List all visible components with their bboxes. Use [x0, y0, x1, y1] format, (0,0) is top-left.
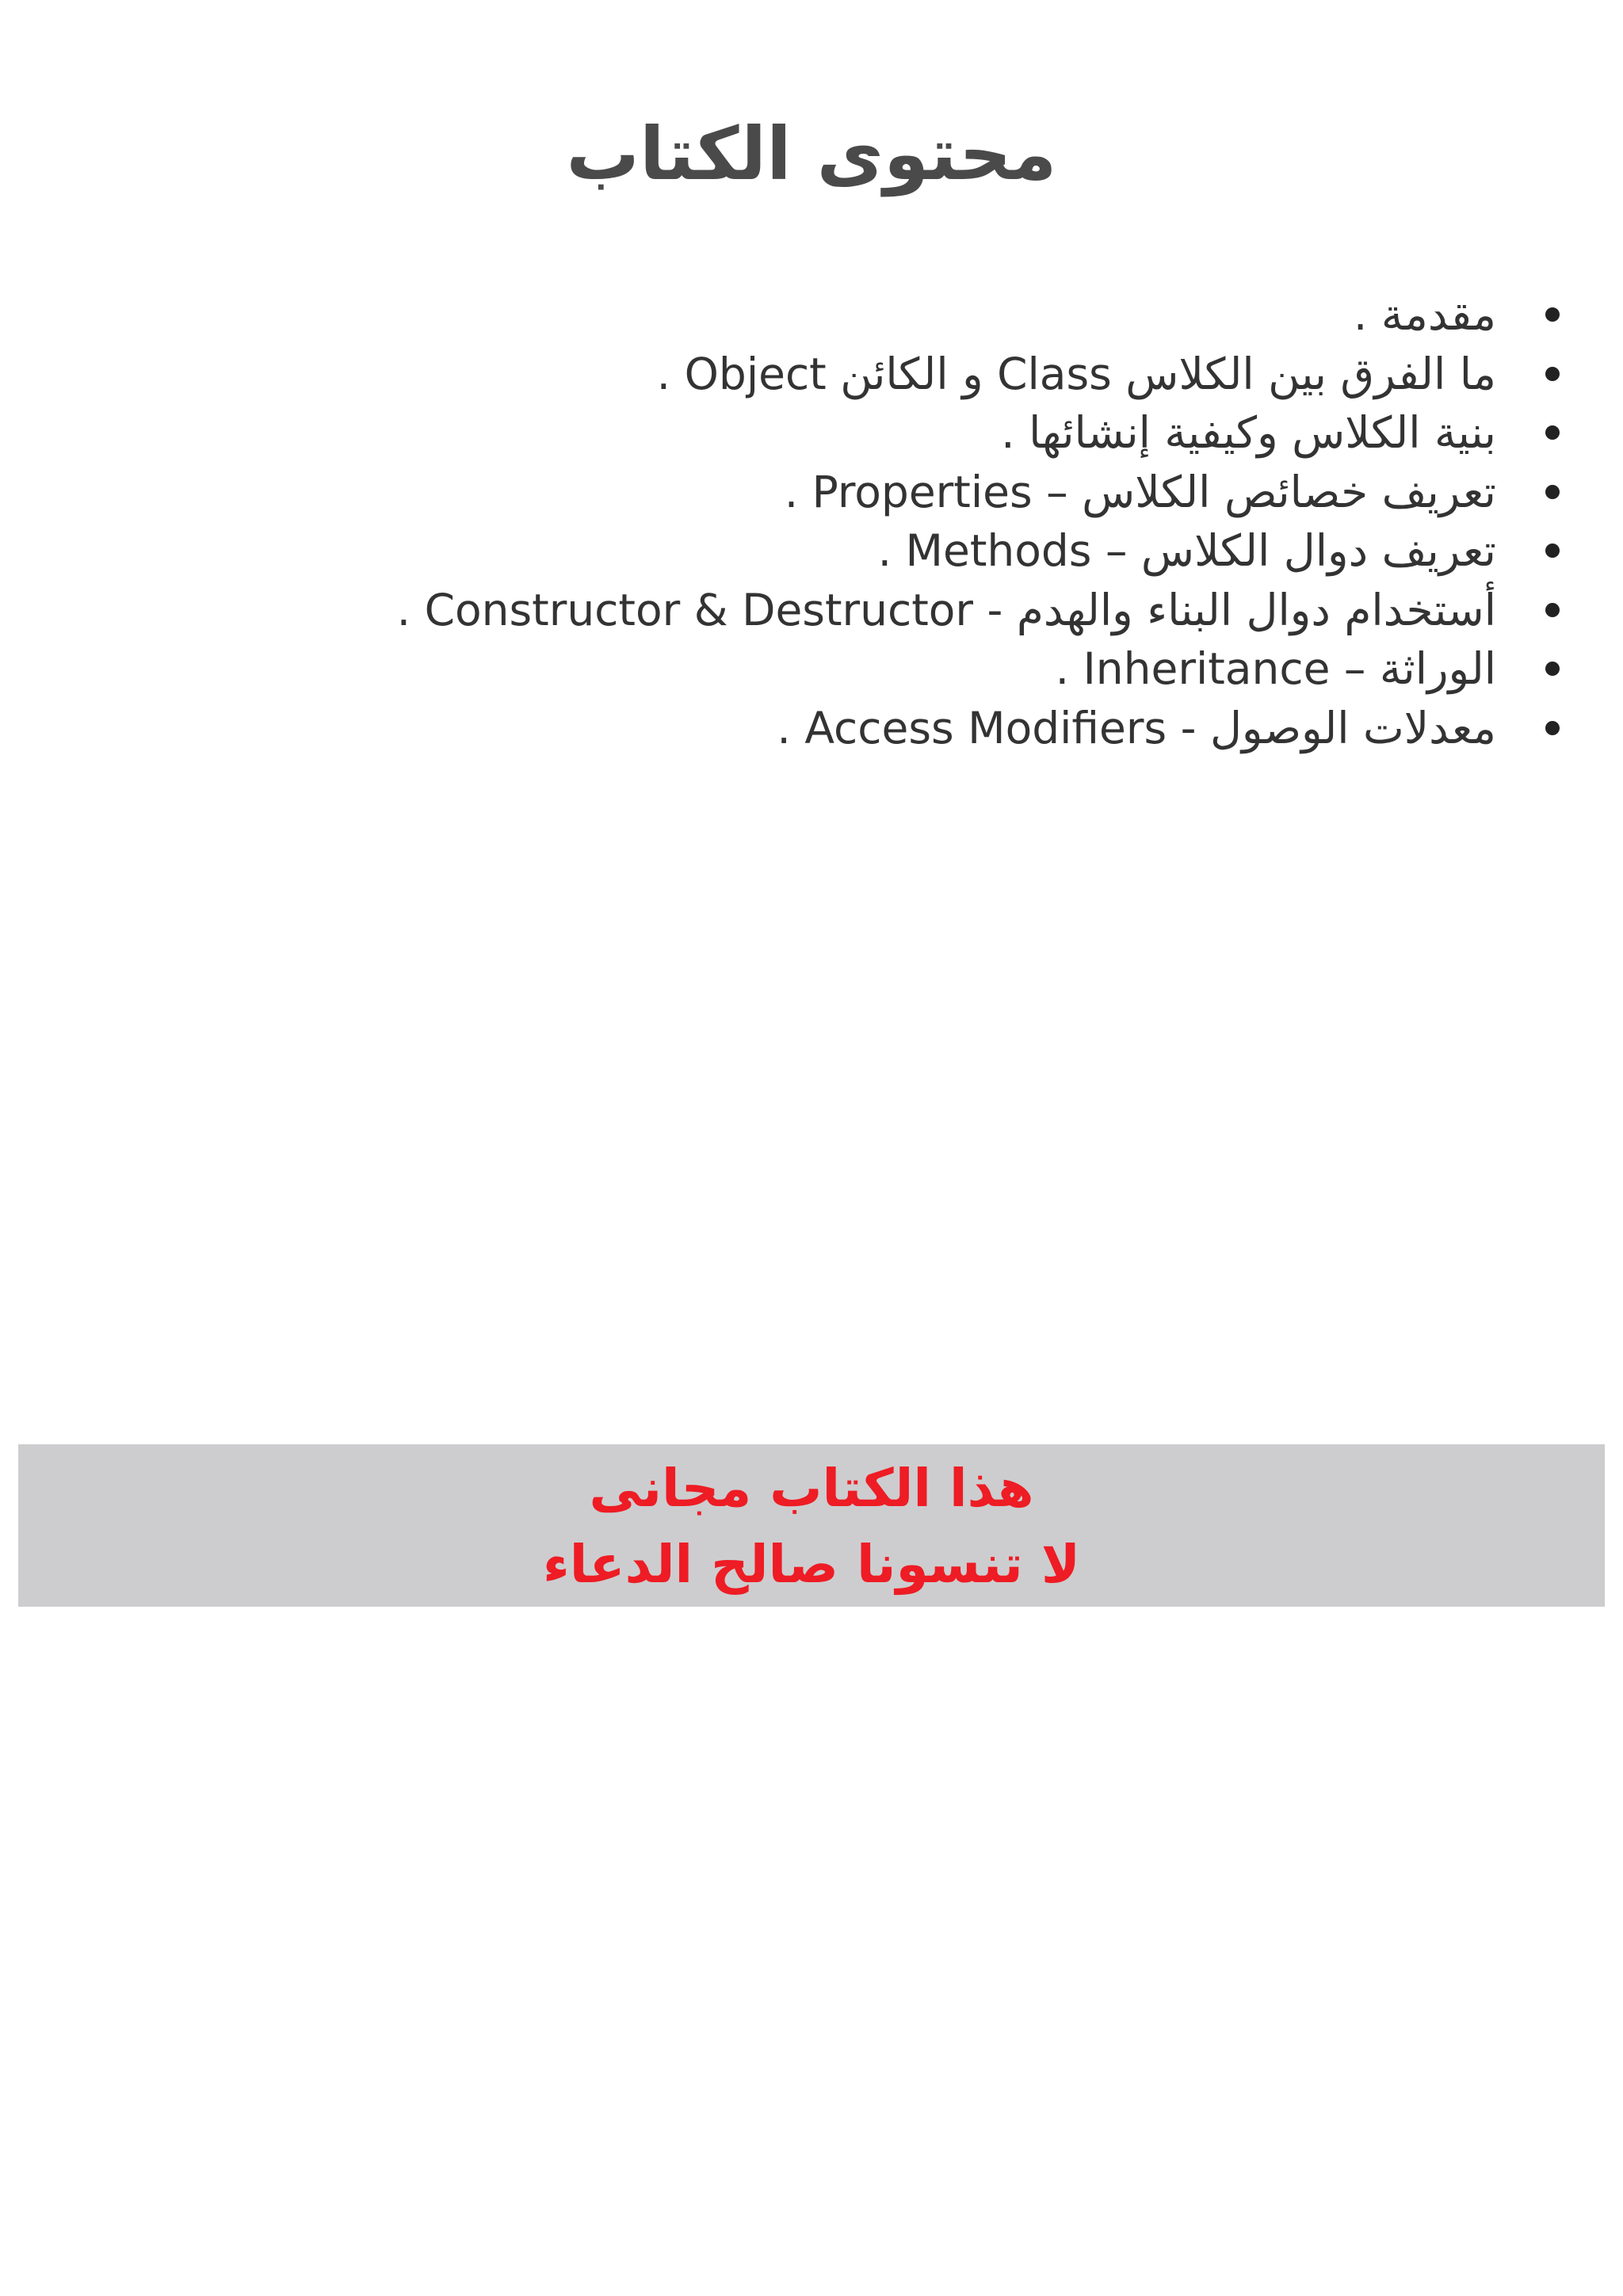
page-title: محتوى الكتاب — [566, 112, 1057, 196]
bullet-icon — [1545, 485, 1560, 499]
toc-item-label: تعريف دوال الكلاس – Methods . — [877, 525, 1496, 576]
toc-item — [133, 699, 1560, 758]
bullet-icon — [1545, 307, 1560, 322]
free-book-banner — [18, 1444, 1605, 1607]
bullet-icon — [1545, 543, 1560, 558]
bullet-icon — [1545, 603, 1560, 617]
toc-item-label: ما الفرق بين الكلاس Class و الكائن Object . — [656, 348, 1496, 399]
toc-item-label: الوراثة – Inheritance . — [1055, 643, 1496, 694]
toc-item — [133, 463, 1560, 522]
banner-line-dua: لا تنسونا صالح الدعاء — [543, 1534, 1080, 1595]
banner-line-free-book: هذا الكتاب مجانى — [589, 1458, 1034, 1519]
table-of-contents — [133, 285, 1560, 757]
bullet-icon — [1545, 425, 1560, 440]
toc-item — [133, 345, 1560, 404]
toc-item-label: تعريف خصائص الكلاس – Properties . — [784, 466, 1496, 517]
bullet-icon — [1545, 662, 1560, 676]
bullet-icon — [1545, 721, 1560, 735]
toc-item-label: مقدمة . — [1353, 289, 1496, 340]
toc-item-label: معدلات الوصول - Access Modifiers . — [777, 702, 1496, 753]
toc-item — [133, 285, 1560, 345]
toc-item-label: أستخدام دوال البناء والهدم - Constructor & Destructor . — [396, 584, 1496, 635]
toc-item — [133, 581, 1560, 640]
toc-item — [133, 403, 1560, 463]
toc-item-label: بنية الكلاس وكيفية إنشائها . — [1001, 407, 1496, 458]
toc-item — [133, 639, 1560, 699]
toc-item — [133, 521, 1560, 581]
bullet-icon — [1545, 367, 1560, 381]
